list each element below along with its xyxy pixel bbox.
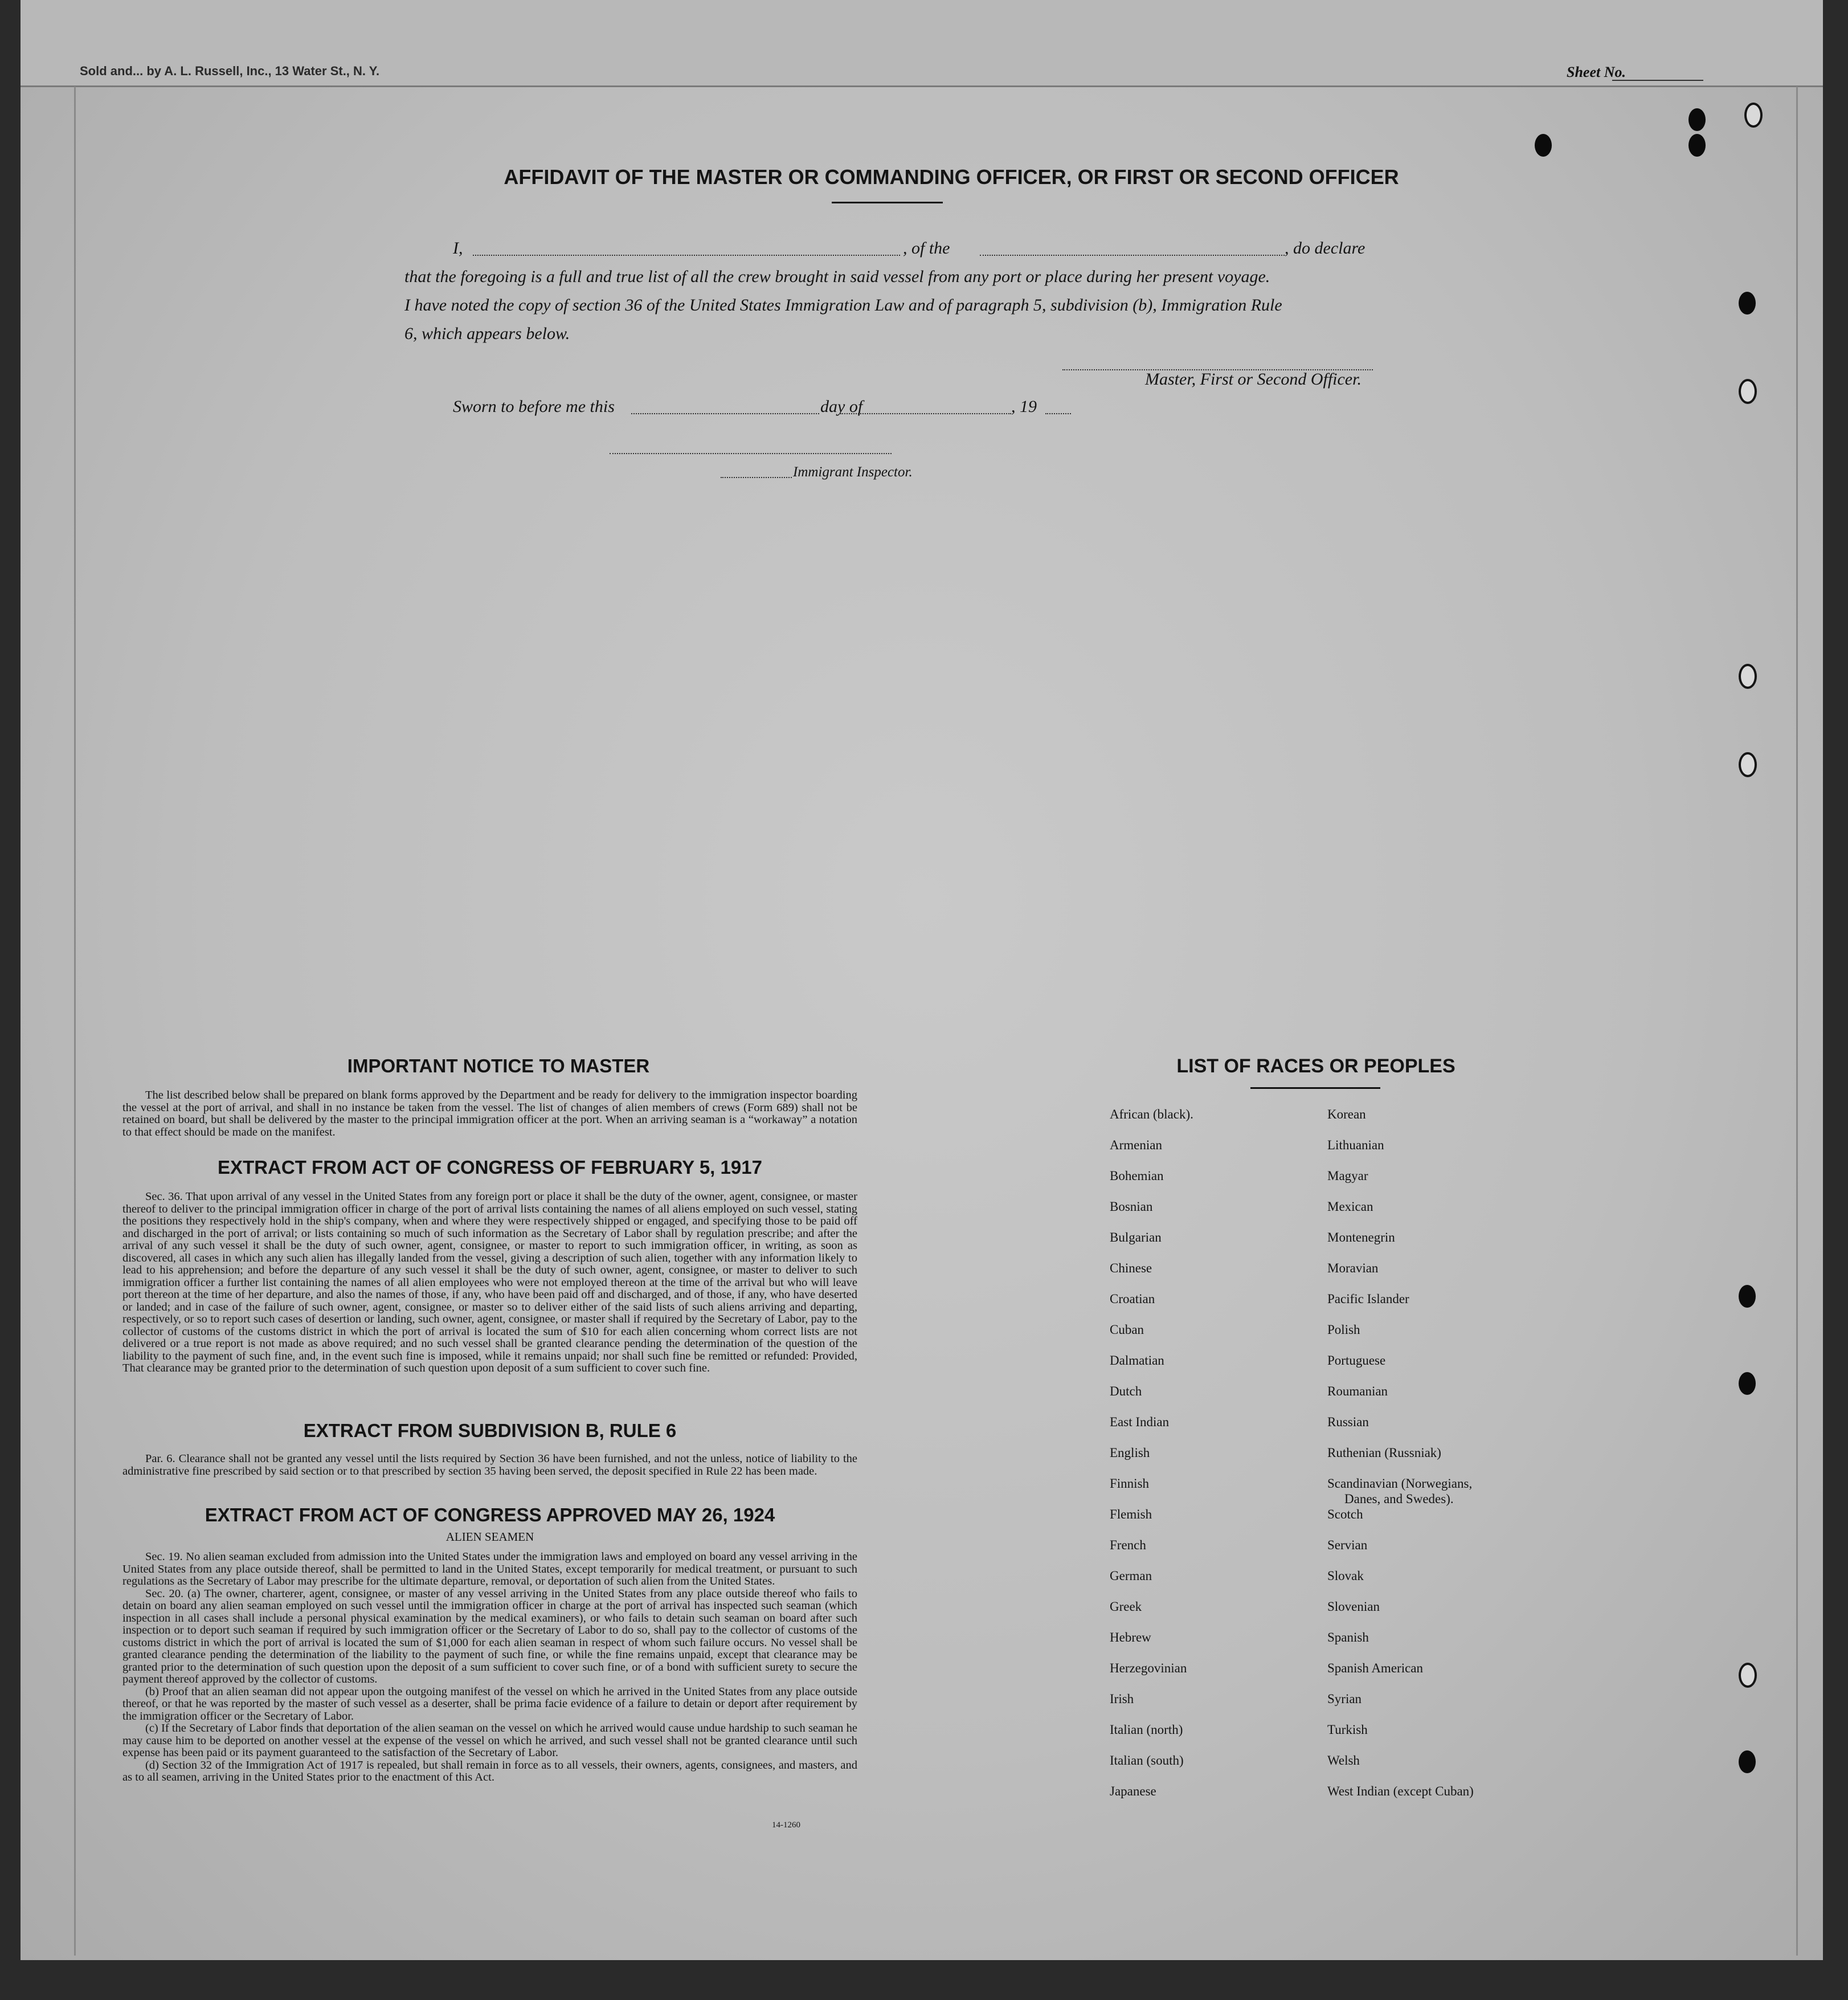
sheet-number-label: Sheet No. bbox=[1567, 64, 1626, 80]
race-item: Bohemian bbox=[1110, 1169, 1164, 1183]
inspector-label: Immigrant Inspector. bbox=[793, 464, 913, 480]
race-item: Irish bbox=[1110, 1692, 1134, 1706]
race-item: Cuban bbox=[1110, 1323, 1144, 1337]
race-item: Dutch bbox=[1110, 1384, 1142, 1398]
race-item: Chinese bbox=[1110, 1261, 1152, 1275]
scan-edge-bottom bbox=[0, 1960, 1848, 2000]
race-item: Slovenian bbox=[1327, 1599, 1380, 1614]
race-item: Pacific Islander bbox=[1327, 1292, 1409, 1306]
binder-ring-icon bbox=[1739, 752, 1757, 777]
race-item: English bbox=[1110, 1446, 1150, 1460]
race-item: Croatian bbox=[1110, 1292, 1155, 1306]
sworn-day-line[interactable] bbox=[631, 413, 819, 414]
race-item: Russian bbox=[1327, 1415, 1369, 1429]
binder-hole-icon bbox=[1739, 1372, 1756, 1395]
rule6-title: EXTRACT FROM SUBDIVISION B, RULE 6 bbox=[303, 1420, 677, 1441]
race-item: Italian (north) bbox=[1110, 1723, 1183, 1737]
affidavit-of-the: , of the bbox=[903, 239, 950, 258]
sec-20a-paragraph: Sec. 20. (a) The owner, charterer, agent, consignee, or master of any vessel arriving in the United States from any place outside thereof who fails to detain on board any alien seaman employed on such vessel until the immigration officer in charge at the port of arrival has inspected such seaman (which inspection in all cases shall include a personal physical examination by the medical examiners), or who fails to detain such seaman on board after such inspection or to deport such seaman if required by such immigration officer or the Secretary of Labor to do so, shall pay to the collector of customs of the customs district in which the port of arrival is located the sum of $1,000 for each alien seaman in respect of whom such failure occurs. No vessel shall be granted clearance pending the determination of the liability to the payment of such fine, or while the fine remains unpaid, except that clearance may be granted prior to the determination of such question upon the deposit of a sum sufficient to cover such fine, or of a bond with sufficient surety to secure the payment thereof approved by the collector of customs. bbox=[122, 1587, 857, 1685]
binder-ring-icon bbox=[1739, 379, 1757, 404]
race-item: West Indian (except Cuban) bbox=[1327, 1784, 1474, 1798]
race-item: Hebrew bbox=[1110, 1630, 1151, 1644]
race-item: Herzegovinian bbox=[1110, 1661, 1187, 1675]
race-item: Flemish bbox=[1110, 1507, 1152, 1521]
race-item: Italian (south) bbox=[1110, 1753, 1184, 1768]
race-item: Danes, and Swedes). bbox=[1344, 1492, 1454, 1506]
races-title-rule bbox=[1250, 1087, 1380, 1089]
form-number: 14-1260 bbox=[772, 1821, 800, 1830]
binder-hole-icon bbox=[1739, 1285, 1756, 1308]
binder-hole-icon bbox=[1688, 134, 1706, 157]
binder-ring-icon bbox=[1744, 103, 1763, 128]
affidavit-i: I, bbox=[453, 239, 463, 258]
race-item: Turkish bbox=[1327, 1723, 1368, 1737]
race-item: Finnish bbox=[1110, 1476, 1150, 1491]
race-item: Spanish American bbox=[1327, 1661, 1423, 1675]
sec-20b-paragraph: (b) Proof that an alien seaman did not appear upon the outgoing manifest of the vessel on which he arrived in the United States from any place outside thereof, or that he was reported by the master of such vessel as a deserter, shall be prima facie evidence of a failure to detain or deport after requirement by the immigration officer or the Secretary of Labor. bbox=[122, 1685, 857, 1723]
notice-text: The list described below shall be prepared on blank forms approved by the Department and be ready for delivery to the immigration inspector boarding the vessel at the port of arrival, and shall in no instance be taken from the vessel. The list of changes of alien members of crews (Form 689) shall not be retained on board, but shall be delivered by the master to the principal immigration officer at the port. When an arriving seaman is a “workaway” a notation to that effect should be made on the manifest. bbox=[122, 1089, 857, 1138]
affidavit-do-declare: , do declare bbox=[1285, 239, 1365, 258]
vessel-name-line[interactable] bbox=[980, 255, 1285, 256]
declarant-name-line[interactable] bbox=[473, 255, 900, 256]
affidavit-title: AFFIDAVIT OF THE MASTER OR COMMANDING OFFICER, OR FIRST OR SECOND OFFICER bbox=[504, 165, 1399, 189]
binder-ring-icon bbox=[1739, 1663, 1757, 1688]
affidavit-line-2: that the foregoing is a full and true list of all the crew brought in said vessel from any port or place during her present voyage. bbox=[404, 267, 1270, 286]
notice-title: IMPORTANT NOTICE TO MASTER bbox=[347, 1055, 650, 1076]
races-title: LIST OF RACES OR PEOPLES bbox=[1176, 1055, 1455, 1077]
rule6-text: Par. 6. Clearance shall not be granted any vessel until the lists required by Section 36 have been furnished, and not the unless, notice of liability to the administrative fine prescribed by said section or to that prescribed by section 35 having been served, the deposit specified in Rule 22 has been made. bbox=[122, 1452, 857, 1477]
race-item: Spanish bbox=[1327, 1630, 1369, 1644]
race-item: Korean bbox=[1327, 1107, 1366, 1121]
race-item: Japanese bbox=[1110, 1784, 1156, 1798]
inspector-leader-line bbox=[721, 477, 792, 478]
sworn-month-line[interactable] bbox=[840, 413, 1011, 414]
race-item: African (black). bbox=[1110, 1107, 1193, 1121]
race-item: Montenegrin bbox=[1327, 1230, 1395, 1244]
race-item: Mexican bbox=[1327, 1199, 1373, 1214]
race-item: Servian bbox=[1327, 1538, 1368, 1552]
binder-hole-icon bbox=[1688, 108, 1706, 131]
extract-1924-text bbox=[122, 1551, 857, 1784]
race-item: French bbox=[1110, 1538, 1146, 1552]
sworn-year-label: , 19 bbox=[1011, 397, 1037, 416]
race-item: Ruthenian (Russniak) bbox=[1327, 1446, 1441, 1460]
sworn-day-of: day of bbox=[820, 397, 863, 416]
sheet-number-line bbox=[1612, 80, 1703, 81]
race-item: Bosnian bbox=[1110, 1199, 1153, 1214]
race-item: Slovak bbox=[1327, 1569, 1364, 1583]
inspector-signature-line[interactable] bbox=[610, 453, 892, 454]
sec-20d-paragraph: (d) Section 32 of the Immigration Act of 1917 is repealed, but shall remain in force as to all vessels, their owners, agents, consignees, and masters, and as to all seamen, arriving in the United States prior to the enactment of this Act. bbox=[122, 1758, 857, 1783]
race-item: Magyar bbox=[1327, 1169, 1368, 1183]
race-item: Welsh bbox=[1327, 1753, 1360, 1768]
scan-edge-right bbox=[1823, 0, 1848, 2000]
sec-19-paragraph: Sec. 19. No alien seaman excluded from admission into the United States under the immigration laws and employed on board any vessel arriving in the United States from any place outside thereof, shall be permitted to land in the United States, except temporarily for medical treatment, or pursuant to such regulations as the Secretary of Labor may prescribe for the ultimate departure, removal, or deportation of such alien from the United States. bbox=[122, 1550, 857, 1587]
extract-1917-text: Sec. 36. That upon arrival of any vessel in the United States from any foreign port or place it shall be the duty of the owner, agent, consignee, or master thereof to deliver to the principal immigration officer in charge of the port of arrival lists containing the names of all aliens employed on such vessel, stating the positions they respectively hold in the ship's company, when and where they were respectively shipped or engaged, and specifying those to be paid off and discharged in the port of arrival; or lists containing so much of such information as the Secretary of Labor shall by regulation prescribe; and after the arrival of any such vessel it shall be the duty of such owner, agent, consignee, or master to report to such immigration officer, in writing, as soon as discovered, all cases in which any such alien has illegally landed from the vessel, giving a description of such alien, together with any information likely to lead to his apprehension; and before the departure of any such vessel it shall be the duty of such owner, agent, consignee, or master to deliver to such immigration officer a further list containing the names of all alien employees who were not employed thereon at the time of the arrival but who will leave port thereon at the time of her departure, and also the names of those, if any, who have been paid off and discharged, and of those, if any, who have deserted or landed; and in case of the failure of such owner, agent, consignee, or master so to deliver either of the said lists of such aliens arriving and departing, respectively, or so to report such cases of desertion or landing, such owner, agent, consignee, or master shall if required by the Secretary of Labor, pay to the collector of customs of the customs district in which the port of arrival is located the sum of $10 for each alien concerning whom correct lists are not delivered or a true report is not made as above required; and no such vessel shall be granted clearance pending the determination of the question of the liability to the payment of such fine, and, in the event such fine is imposed, while it remains unpaid; nor shall such fine be remitted or refunded: Provided, That clearance may be granted prior to the determination of such question upon deposit of a sum sufficient to cover such fine. bbox=[122, 1190, 857, 1374]
sworn-prefix: Sworn to before me this bbox=[453, 397, 615, 416]
affidavit-title-rule bbox=[832, 202, 943, 203]
sec-20c-paragraph: (c) If the Secretary of Labor finds that deportation of the alien seaman on the vessel on which he arrived would cause undue hardship to such seaman he may cause him to be deported on another vessel at the expense of the vessel on which he arrived, and such vessel shall not be granted clearance until such expense has been paid or its payment guaranteed to the satisfaction of the Secretary of Labor. bbox=[122, 1722, 857, 1759]
sworn-year-line[interactable] bbox=[1045, 413, 1071, 414]
binder-hole-icon bbox=[1739, 1750, 1756, 1773]
affidavit-line-3: I have noted the copy of section 36 of the United States Immigration Law and of paragraph 5, subdivision (b), Immigration Rule bbox=[404, 296, 1282, 315]
binder-hole-icon bbox=[1739, 292, 1756, 315]
binder-hole-icon bbox=[1535, 134, 1552, 157]
scan-edge-left bbox=[0, 0, 21, 2000]
race-item: Greek bbox=[1110, 1599, 1142, 1614]
race-item: Bulgarian bbox=[1110, 1230, 1162, 1244]
race-item: Syrian bbox=[1327, 1692, 1362, 1706]
race-item: Moravian bbox=[1327, 1261, 1379, 1275]
race-item: Dalmatian bbox=[1110, 1353, 1164, 1368]
binder-ring-icon bbox=[1739, 664, 1757, 689]
race-item: Scandinavian (Norwegians, bbox=[1327, 1476, 1473, 1491]
race-item: East Indian bbox=[1110, 1415, 1170, 1429]
race-item: Armenian bbox=[1110, 1138, 1162, 1152]
race-item: Roumanian bbox=[1327, 1384, 1388, 1398]
race-item: Polish bbox=[1327, 1323, 1360, 1337]
race-item: German bbox=[1110, 1569, 1152, 1583]
race-item: Lithuanian bbox=[1327, 1138, 1384, 1152]
affidavit-line-4: 6, which appears below. bbox=[404, 324, 570, 343]
extract-1917-title: EXTRACT FROM ACT OF CONGRESS OF FEBRUARY 5, 1917 bbox=[218, 1157, 762, 1178]
printer-imprint: Sold and... by A. L. Russell, Inc., 13 Water St., N. Y. bbox=[80, 64, 380, 78]
master-signature-label: Master, First or Second Officer. bbox=[1145, 370, 1362, 389]
extract-1924-title: EXTRACT FROM ACT OF CONGRESS APPROVED MAY 26, 1924 bbox=[205, 1504, 775, 1525]
race-item: Portuguese bbox=[1327, 1353, 1386, 1368]
alien-seamen-subtitle: ALIEN SEAMEN bbox=[445, 1530, 534, 1544]
race-item: Scotch bbox=[1327, 1507, 1363, 1521]
